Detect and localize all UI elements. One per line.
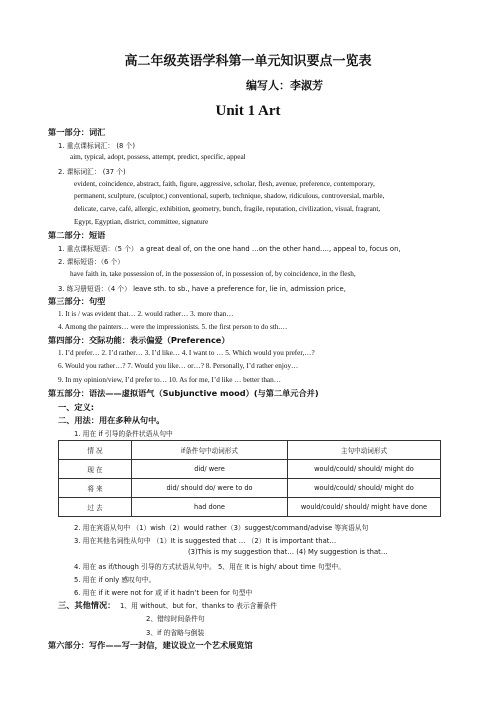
- part1-item2-line4: Egypt, Egyptian, district, committee, signature: [74, 218, 209, 226]
- part2-item3: 3. 练习册短语：（4 个） leave sth. to sb., have a preference for, lie in, admission price,: [58, 285, 346, 293]
- unit-title: Unit 1 Art: [215, 103, 281, 119]
- part1-heading: 第一部分：词汇: [48, 127, 106, 137]
- part5-other-label: 三、其他情况：: [58, 600, 116, 610]
- part5-other3: 3、if 的省略与倒装: [146, 629, 205, 637]
- part5-usage: 二、用法：用在多种从句中。: [58, 415, 165, 425]
- part6-heading: 第六部分：写作——写一封信，建议设立一个艺术展览馆: [48, 640, 253, 650]
- page-title: 高二年级英语学科第一单元知识要点一览表: [124, 54, 372, 69]
- table-cell: would/could/ should/ might do: [288, 479, 441, 498]
- part5-use2: 2. 用在宾语从句中 （1）wish（2）would rather（3）suggest/command/advise 等宾语从句: [74, 524, 369, 532]
- part3-heading: 第三部分：句型: [48, 296, 106, 306]
- part2-item1: 1. 重点课标短语：（5 个） a great deal of, on the one hand …on the other hand…., appeal to, focus on,: [58, 245, 401, 253]
- part5-use3: 3. 用在其他名词性从句中 （1）It is suggested that … （2）It is important that…: [74, 537, 337, 545]
- part4-line1: 1. I’d prefer… 2. I’d rather… 3. I’d like… 4. I want to … 5. Which would you prefer,…?: [58, 349, 315, 357]
- table-cell: 将 来: [59, 479, 132, 498]
- author-line: 编写人：李淑芳: [246, 79, 323, 92]
- part2-item2: 2. 课标短语：（6 个）: [58, 258, 125, 266]
- part4-line3: 9. In my opinion/view, I’d prefer to… 10. As for me, I’d like … better than…: [58, 376, 281, 384]
- part1-item2-line3: delicate, carve, café, allergic, exhibition, geometry, bunch, fragile, reputation, civilization, visual, fragrant,: [74, 205, 381, 213]
- part2-item2-line: have faith in, take possession of, in the possession of, in possession of, by coincidence, in the flesh,: [70, 270, 356, 278]
- table-cell: 现 在: [59, 460, 132, 479]
- table-row: [59, 498, 441, 517]
- part1-item2: 2. 课标词汇： (37 个): [58, 168, 126, 176]
- part1-item1: 1. 重点课标词汇： (8 个): [58, 142, 135, 150]
- part5-use1: 1. 用在 if 引导的条件状语从句中: [74, 430, 173, 438]
- table-cell: would/could/ should/ might do: [288, 460, 441, 479]
- part5-use6: 6. 用在 if it were not for 或 if it hadn’t been for 句型中: [74, 589, 253, 597]
- part5-other1: 1、用 without、but for、thanks to 表示含蓄条件: [120, 602, 277, 610]
- table-cell: would/could/ should/ might have done: [288, 498, 441, 517]
- table-header-cell: 主句中动词形式: [288, 441, 441, 460]
- part2-heading: 第二部分：短语: [48, 230, 106, 240]
- part3-line2: 4. Among the painters… were the impressionists. 5. the first person to do sth.…: [58, 323, 288, 331]
- part1-item2-line2: permanent, sculpture, (sculptor,) conventional, superb, technique, shadow, ridiculous, controversial, marble,: [74, 192, 385, 200]
- table-header-cell: 情 况: [59, 441, 132, 460]
- part1-item2-line1: evident, coincidence, abstract, faith, figure, aggressive, scholar, flesh, avenue, preference, contemporary,: [74, 180, 375, 188]
- table-header-row: [59, 441, 441, 460]
- table-cell: did/ should do/ were to do: [132, 479, 288, 498]
- part5-definition: 一、定义:: [58, 402, 95, 412]
- table-cell: did/ were: [132, 460, 288, 479]
- table-header-cell: if条件句中动词形式: [132, 441, 288, 460]
- part3-line1: 1. It is / was evident that… 2. would rather… 3. more than…: [58, 310, 234, 318]
- part5-use3b: (3)This is my suggestion that… (4) My suggestion is that…: [188, 548, 388, 556]
- part5-other2: 2、错综时间条件句: [146, 615, 205, 623]
- table-cell: had done: [132, 498, 288, 517]
- part5-use4: 4. 用在 as if/though 引导的方式状语从句中。 5、用在 It is high/ about time 句型中。: [74, 563, 346, 571]
- table-row: [59, 460, 441, 479]
- table-row: [59, 479, 441, 498]
- part5-heading: 第五部分：语法——虚拟语气（Subjunctive mood）(与第二单元合并): [48, 388, 319, 398]
- table-cell: 过 去: [59, 498, 132, 517]
- part5-use5: 5. 用在 if only 感叹句中。: [74, 576, 156, 584]
- part1-item1-words: aim, typical, adopt, possess, attempt, predict, specific, appeal: [70, 153, 246, 161]
- conditional-table: [58, 440, 441, 517]
- part4-heading: 第四部分：交际功能：表示偏爱（Preference）: [48, 335, 230, 345]
- part4-line2: 6. Would you rather…? 7. Would you like… or…? 8. Personally, I’d rather enjoy…: [58, 362, 299, 370]
